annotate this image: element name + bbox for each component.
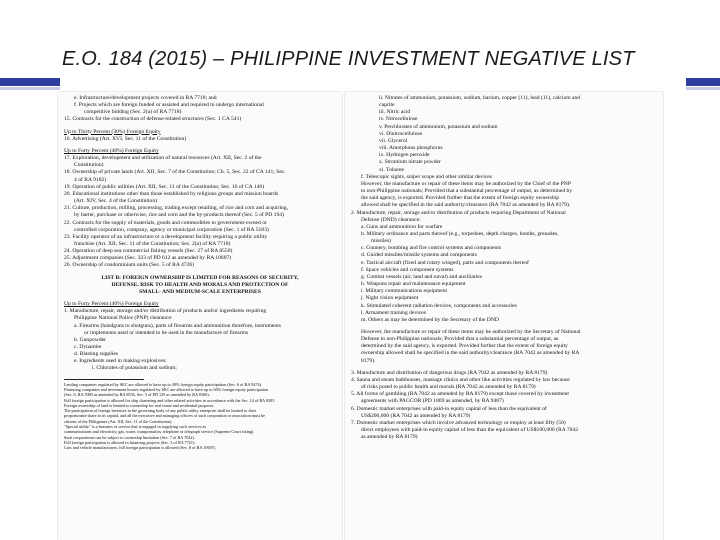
text-line: b. Gunpowder [74, 336, 107, 343]
footnote-line: Such corporations can be subject to ownership limitation (Sec. 7 of RA 7042). [64, 434, 195, 440]
text-line: Philippine National Police (PNP) clearance: [74, 315, 173, 322]
text-line: ownership allowed shall be specified in the said authority/clearance (RA 7042 as amended by RA [361, 350, 580, 357]
text-line: vii. Glycerol [379, 137, 408, 144]
text-line: 21. Culture, production, milling, processing, trading except retailing, of rice and corn and acquiring, [64, 205, 288, 212]
footnote-line: (Sec. 6, RA 5980 as amended by RA 8556, Sec. 5 of PD 129 as amended by RA 8366). [64, 392, 210, 398]
text-line: of risks posed to public health and morals (RA 7042 as amended by RA 8179) [361, 384, 536, 391]
text-line: m. Others as may be determined by the Secretary of the DND [361, 316, 499, 323]
footnote-line: Foreign ownership of land is limited to ownership for real estate and residential purposes. [64, 402, 215, 408]
text-line: 19. Operation of public utilities (Art. XII, Sec. 11 of the Constitution; Sec. 16 of CA 146) [64, 183, 265, 190]
text-line: competitive bidding (Sec. 2(a) of RA 7718) [84, 109, 182, 116]
text-line: controlled corporation, company, agency or municipal corporation (Sec. 1 of RA 5183) [74, 226, 269, 233]
text-line: 16. Advertising (Art. XVI, Sec. 11 of the Constitution) [64, 135, 187, 142]
text-line: g. Combat vessels (air, land and naval) and auxiliaries [361, 273, 482, 280]
text-line: xi. Toluene [379, 166, 404, 173]
text-line: a. Firearms (handguns to shotguns), parts of firearms and ammunition therefore, instruments [74, 322, 281, 329]
text-line: agreements with PAGCOR (PD 1869 as amended, by RA 9487) [361, 398, 504, 405]
text-line: f. Projects which are foreign funded or assisted and required to undergo international [74, 102, 264, 109]
text-line: 5. All forms of gambling (RA 7042 as amended by RA 8179) except those covered by investment [351, 391, 569, 398]
footnote-line: proportionate share in its capital, and all the executive and managing officers of such corporation or association must be [64, 413, 265, 419]
text-line: 26. Ownership of condominium units (Sec. 5 of RA 4726) [64, 262, 195, 269]
text-line: 7. Domestic market enterprises which involve advanced technology or employ at least fifty (50) [351, 419, 566, 426]
text-line: However, the manufacture or repair of these items may be authorized by the Secretary of National [361, 329, 581, 335]
text-line: (Art. XIV, Sec. 4 of the Constitution) [74, 198, 158, 205]
text-line: direct employees with paid-in equity capital of less than the equivalent of US$100,000 (RA 7042 [361, 427, 579, 434]
text-line: 17. Exploration, development and utilization of natural resources (Art. XII, Sec. 2 of the [64, 155, 262, 162]
document-page-right [345, 92, 663, 540]
text-line: or implements used or intended to be used in the manufacture of firearms [84, 329, 249, 336]
text-line: viii. Amorphous phosphorus [379, 145, 443, 152]
text-line: 8179). [361, 357, 376, 364]
text-line: Up to Forty Percent (40%) Foreign Equity [64, 147, 159, 154]
text-line: However, the manufacture or repair of these items may be authorized by the Chief of the PNP [361, 180, 571, 187]
text-line: b. Military ordinance and parts thereof (e.g., torpedoes, depth charges, bombs, grenades, [361, 230, 559, 237]
text-line: cuprite [379, 102, 395, 109]
document-page-left [58, 92, 342, 540]
text-line: 4 of RA 9182) [74, 176, 107, 183]
text-line: e. Ingredients used in making explosives: [74, 358, 167, 365]
text-line: x. Strontium nitrate powder [379, 159, 441, 166]
title-rule-left-shadow [0, 87, 60, 90]
title-rule-left [0, 78, 60, 86]
text-line: Constitution) [74, 162, 104, 169]
text-line: franchise (Art. XII, Sec. 11 of the Constitution; Sec. 2(a) of RA 7718) [74, 240, 231, 247]
text-line: 15. Contracts for the construction of defense-related structures (Sec. 1 CA 541) [64, 116, 242, 123]
text-line: US$200,000 (RA 7042 as amended by RA 8179) [361, 412, 471, 419]
left-page-body [58, 92, 342, 373]
text-line: 3. Manufacture and distribution of dangerous drugs (RA 7042 as amended by RA 8179) [351, 369, 548, 376]
footnote-line: citizens of the Philippines (Art. XII, Sec. 11 of the Constitution). [64, 418, 173, 424]
text-line: 6. Domestic market enterprises with paid-in equity capital of less than the equivalent of [351, 405, 547, 412]
text-line: 1. Manufacture, repair, storage and/or distribution of products and/or ingredients requiring [64, 308, 267, 315]
footnote-line: Financing companies and investment houses regulated by SEC are allowed to have up to 60% foreign equity participation [64, 386, 269, 392]
text-line: h. Weapons repair and maintenance equipment [361, 281, 466, 288]
title-rule-right-shadow [686, 87, 720, 90]
left-page-footnotes [58, 373, 342, 451]
footnote-divider [64, 379, 144, 380]
text-line: iii. Nitric acid [379, 109, 411, 116]
text-line: 2. Manufacture, repair, storage and/or distribution of products requiring Department of National [351, 209, 566, 216]
title-rule-right [686, 78, 720, 86]
text-line: c. Gunnery, bombing and fire control systems and components [361, 245, 502, 252]
text-line: ix. Hydrogen peroxide [379, 152, 430, 159]
text-line: 20. Educational institutions other than those established by religious groups and mission boards [64, 190, 278, 197]
text-line: i. Military communications equipment [361, 288, 448, 295]
text-line: l. Armament training devices [361, 309, 426, 316]
text-line: LIST B: FOREIGN OWNERSHIP IS LIMITED FOR REASONS OF SECURITY, [101, 274, 299, 281]
text-line: ii. Nitrates of ammonium, potassium, sodium, barium, copper (11), lead (11), calcium and [379, 95, 581, 101]
text-line: 22. Contracts for the supply of materials, goods and commodities to government-owned or [64, 219, 267, 226]
text-line: vi. Dinitrocellulose [379, 130, 423, 137]
text-line: to non-Philippine nationals; Provided that a substantial percentage of output, as determined by [361, 188, 573, 195]
text-line: d. Blasting supplies [74, 351, 118, 358]
text-line: determined by the said agency, is exported. Provided further that the extent of foreign equity [361, 343, 568, 350]
text-line: k. Stimulated coherent radiation devices, components and accessories [361, 302, 517, 309]
text-line: d. Guided missiles/missile systems and components [361, 252, 477, 259]
text-line: 4. Sauna and steam bathhouses, massage clinics and other like activities regulated by law because [351, 376, 570, 383]
footnote-line: "Special utility" is a business or service that is engaged in supplying such services as [64, 424, 207, 429]
text-line: Up to Forty Percent (40%) Foreign Equity [64, 301, 159, 308]
text-line: e. Infrastructure/development projects covered in RA 7718; and [74, 95, 217, 101]
text-line: missiles) [371, 238, 391, 245]
text-line: e. Tactical aircraft (fixed and rotary winged), parts and components thereof [361, 259, 529, 266]
right-page-body [345, 92, 663, 441]
footnote-line: Full foreign participation is allowed for ship chartering and other related activities in accordance with the Sec. 14 of RA 9295. [64, 397, 276, 403]
footnote-line: communications and electricity, gas, water, transportation, telephone or telegraph service (Supreme Court ruling). [64, 429, 255, 435]
text-line: 18. Ownership of private lands (Art. XII, Sec. 7 of the Constitution; Ch. 5, Sec. 22 of CA 141; Sec. [64, 169, 286, 176]
text-line: f. Telescopic sights, sniper scope and other similar devices [361, 173, 492, 180]
text-line: by barter, purchase or otherwise, rice and corn and the by-products thereof (Sec. 5 of PD 194) [74, 212, 284, 219]
footnote-line: Lending companies regulated by SEC are allowed to have up to 49% foreign equity participation (Sec. 6 of RA 9474). [64, 381, 263, 387]
text-line: iv. Nitrocellulose [379, 116, 418, 123]
text-line: the said agency, is exported. Provided further that the extent of foreign equity ownership [361, 195, 560, 202]
page-title: E.O. 184 (2015) – PHILIPPINE INVESTMENT NEGATIVE LIST [62, 48, 635, 70]
text-line: v. Perchlorates of ammonium, potassium and sodium [379, 123, 498, 130]
text-line: j. Night vision equipment [361, 295, 419, 302]
text-line: SMALL- AND MEDIUM-SCALE ENTERPRISES [139, 288, 261, 295]
text-line: a. Guns and ammunition for warfare [361, 223, 443, 230]
text-line: 25. Adjustment companies (Sec. 323 of PD 612 as amended by RA 10607) [64, 255, 232, 262]
text-line: allowed shall be specified in the said authority/clearance (RA 7042 as amended by RA 8179). [361, 202, 571, 209]
text-line: Defense to non-Philippine nationals; Provided that a substantial percentage of output, as [361, 336, 559, 343]
text-line: i. Chlorates of potassium and sodium; [92, 365, 177, 372]
text-line: c. Dynamite [74, 344, 102, 350]
text-line: f. Space vehicles and component systems [361, 266, 454, 273]
text-line: Up to Thirty Percent (30%) Foreign Equity [64, 128, 161, 135]
footnote-line: Cars and vehicle manufacturers; full foreign participation is allowed (Sec. 8 of RA 10607). [64, 445, 217, 451]
text-line: DEFENSE, RISK TO HEALTH AND MORALS AND PROTECTION OF [111, 281, 289, 288]
footnote-line: Full foreign participation is allowed in financing projects (Sec. 3 of RA 7721). [64, 439, 196, 445]
text-line: 24. Operation of deep sea commercial fishing vessels (Sec. 27 of RA 8550) [64, 248, 233, 255]
text-line: Defense (DND) clearance: [361, 216, 421, 223]
text-line: as amended by RA 8179) [361, 434, 418, 441]
footnote-line: The participation of foreign investors in the governing body of any public utility enterprise shall be limited to their [64, 408, 257, 414]
text-line: 23. Facility operator of an infrastructure or a development facility requiring a public utility [64, 233, 268, 240]
